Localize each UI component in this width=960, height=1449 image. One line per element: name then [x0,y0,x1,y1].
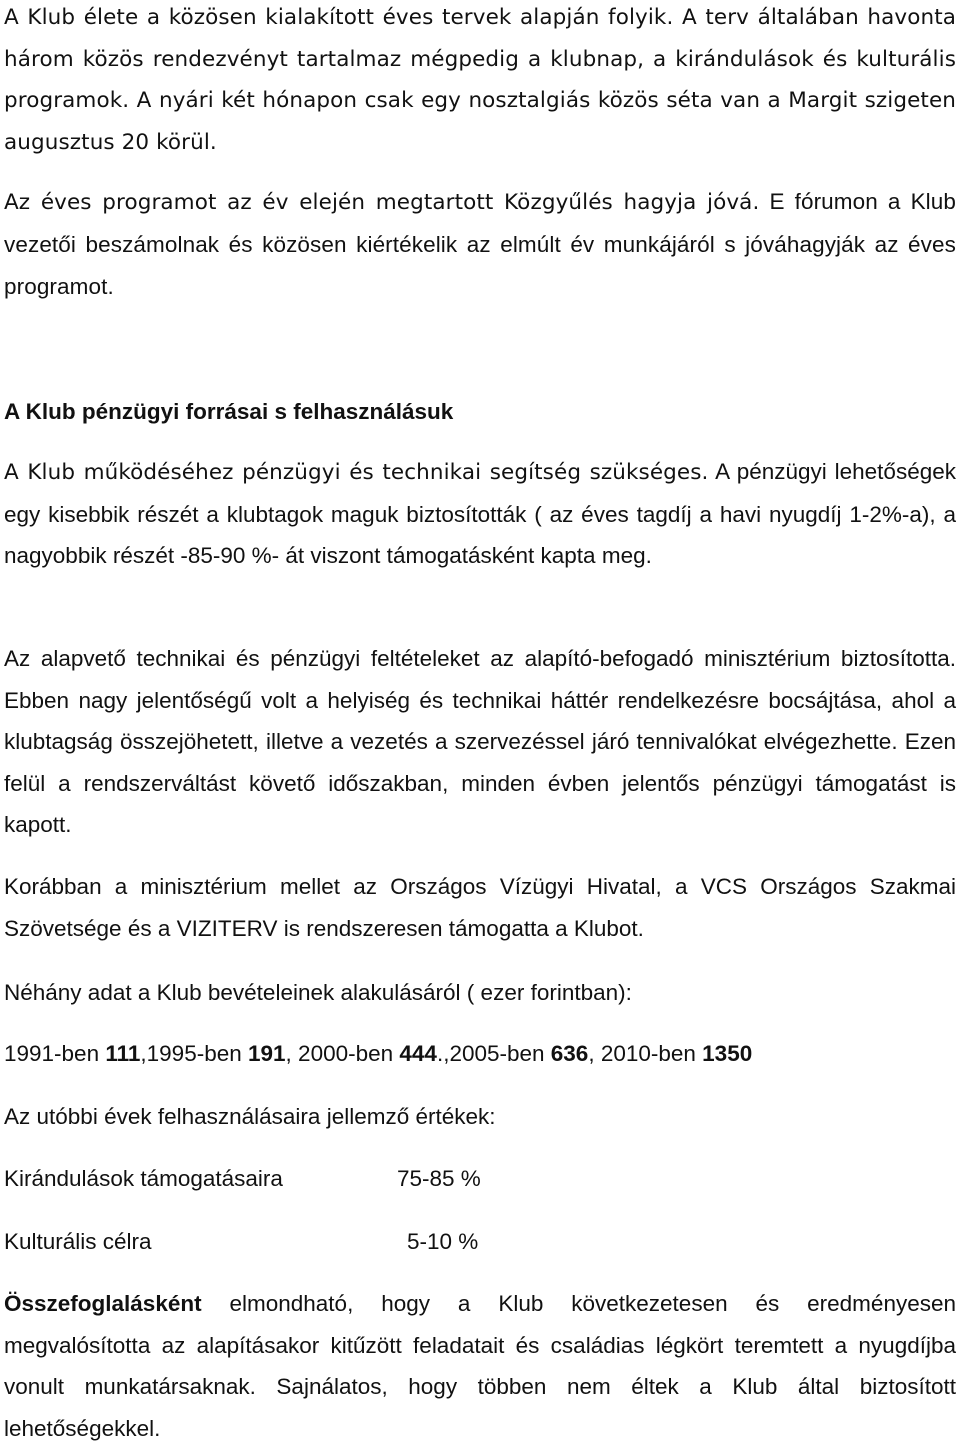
income-year-2005: .,2005-ben [436,1041,551,1066]
income-value-2000: 444 [399,1041,437,1066]
usage-row-cultural [4,1221,478,1263]
paragraph-funding [4,451,956,577]
paragraph-annual-program-part1: Az éves programot az év elején megtartott Közgyűlés hagyja jóvá. [4,190,760,215]
summary-body: elmondható, hogy a Klub következetesen és eredményesen megvalósította az alapításakor kitűzött feladatait és családias légkört teremtett a nyugdíjba vonult munkatársaknak. Sajnálatos, hogy többen nem éltek a Klub által biztosított lehetőségekkel. [4,1291,956,1441]
paragraph-income-intro: Néhány adat a Klub bevételeinek alakulásáról ( ezer forintban): [4,980,632,1005]
income-value-1991: 111 [105,1041,141,1066]
income-value-2010: 1350 [702,1041,753,1066]
paragraph-ministry: Az alapvető technikai és pénzügyi feltételeket az alapító-befogadó minisztérium biztosította. Ebben nagy jelentőségű volt a helyiség és technikai háttér rendelkezésre bocsájtása, ahol a klubtagság összejöhetett, illetve a vezetés a szervezéssel járó tennivalókat elvégezhette. Ezen felül a rendszerváltást követő időszakban, minden évben jelentős pénzügyi támogatást is kapott. [4,646,956,837]
paragraph-funding-part1: A Klub működéséhez pénzügyi és technikai segítség szükséges. [4,460,709,485]
usage-row-excursions [4,1158,481,1200]
income-data-line [4,1033,752,1075]
summary-lead: Összefoglalásként [4,1291,202,1316]
paragraph-annual-program-part2: E fórumon a Klub vezetői beszámolnak és közösen kiértékelik az elmúlt év munkájáról s jóváhagyják az éves programot. [4,189,956,299]
income-value-1995: 191 [248,1041,286,1066]
usage-value-cultural: 5-10 % [407,1229,479,1254]
income-year-1991: 1991-ben [4,1041,106,1066]
paragraph-funding-part2: A pénzügyi lehetőségek egy kisebbik részét a klubtagok maguk biztosították ( az éves tagdíj a havi nyugdíj 1-2%-a), a nagyobbik részét -85-90 %- át viszont támogatásként kapta meg. [4,459,956,568]
usage-label-cultural: Kulturális célra [4,1229,152,1254]
paragraph-sponsors: Korábban a minisztérium mellet az Országos Vízügyi Hivatal, a VCS Országos Szakmai Szövetsége és a VIZITERV is rendszeresen támogatta a Klubot. [4,874,956,941]
paragraph-club-life: A Klub élete a közösen kialakított éves tervek alapján folyik. A terv általában havonta három közös rendezvényt tartalmaz mégpedig a klubnap, a kirándulások és kulturális programok. A nyári két hónapon csak egy nosztalgiás közös séta van a Margit szigeten augusztus 20 körül. [4,5,956,155]
income-year-2010: , 2010-ben [588,1041,703,1066]
usage-label-excursions: Kirándulások támogatásaira [4,1166,283,1191]
income-value-2005: 636 [550,1041,589,1066]
section-heading: A Klub pénzügyi forrásai s felhasználásuk [4,399,454,424]
paragraph-summary [4,1283,956,1449]
paragraph-usage-intro: Az utóbbi évek felhasználásaira jellemző értékek: [4,1104,496,1129]
usage-value-excursions: 75-85 % [397,1166,481,1191]
paragraph-annual-program [4,181,956,309]
income-year-2000: , 2000-ben [285,1041,400,1066]
income-year-1995: ,1995-ben [140,1041,248,1066]
